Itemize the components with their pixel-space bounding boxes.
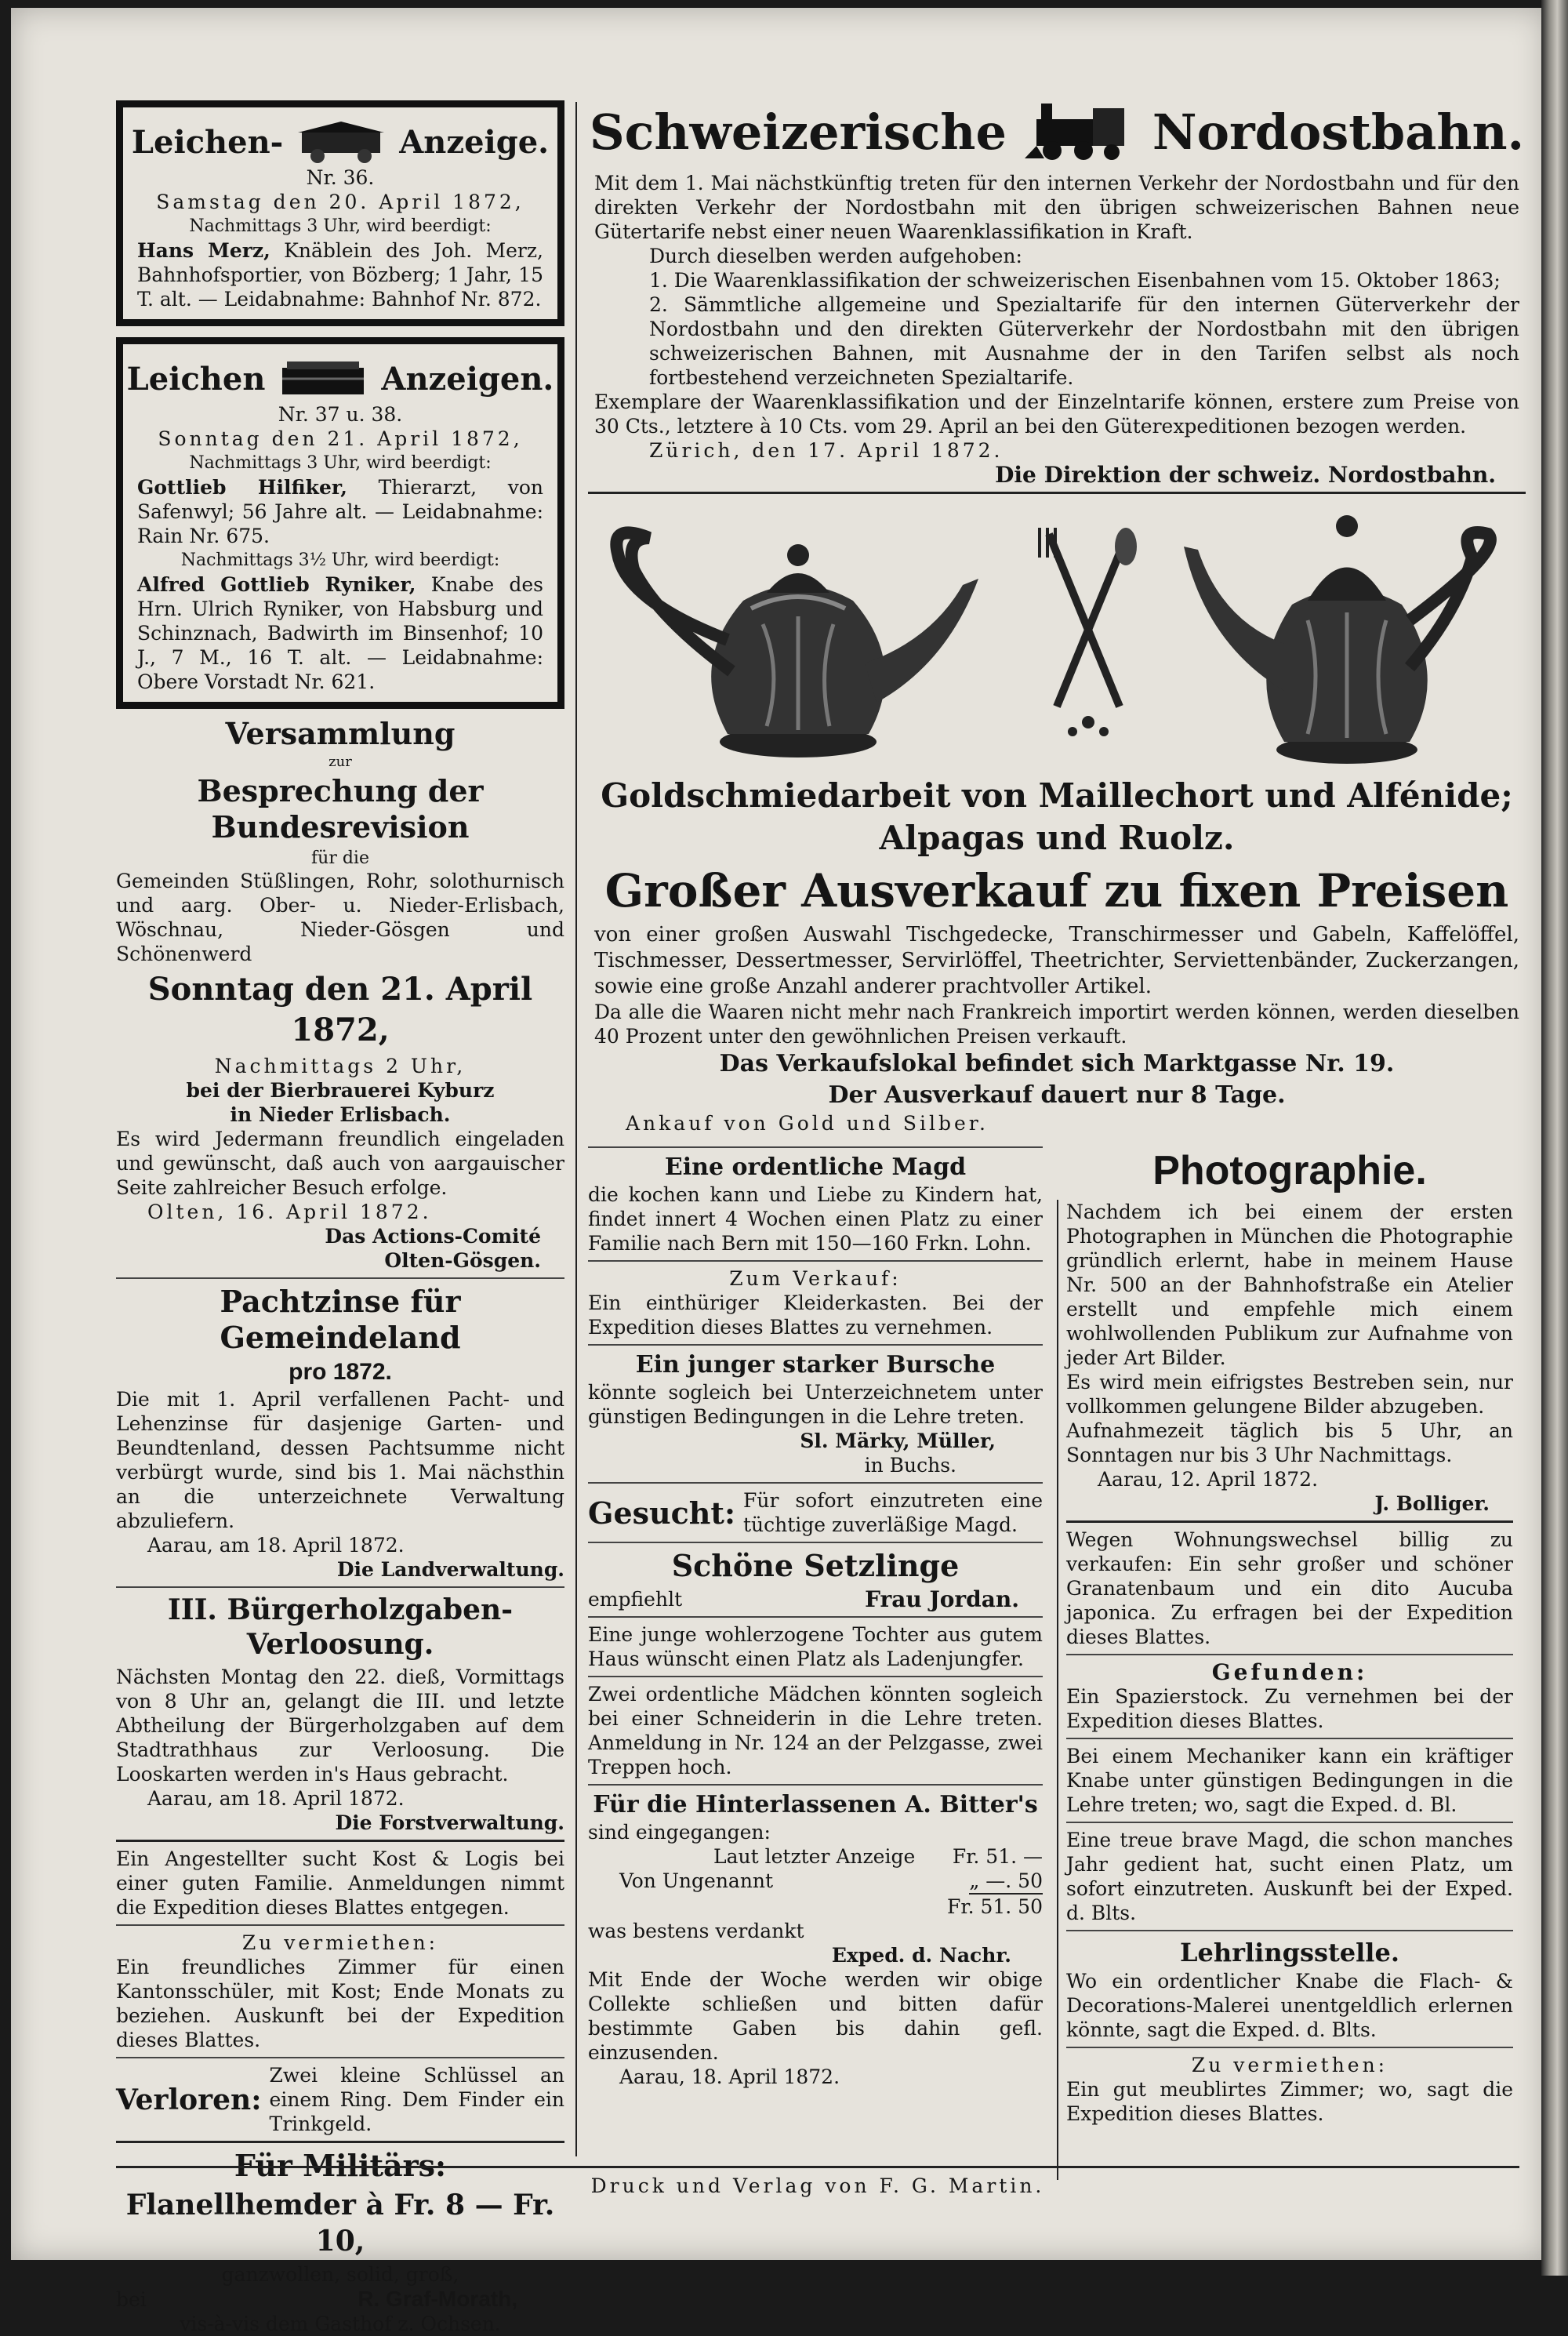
divider [116, 2141, 564, 2143]
ad-title: Für Militärs: [234, 2148, 447, 2183]
heading-part: Anzeigen. [381, 360, 554, 398]
ad-text: Es wird mein eifrigstes Bestreben sein, nur vollkommen gelungene Bilder abzugeben. [1066, 1371, 1513, 1418]
divider [116, 1586, 564, 1588]
deceased-name: Gottlieb Hilfiker, [137, 476, 347, 499]
notice-text: Thierarzt, von Safenwyl; 56 Jahre alt. — Leidabnahme: Rain Nr. 675. [137, 476, 544, 547]
magd-ad [588, 1153, 1043, 1255]
ad-text: Da alle die Waaren nicht mehr nach Frankreich importirt werden können, werden dieselben 40 Prozent unter den gewöhnlichen Preisen verkauft. [594, 1001, 1519, 1048]
divider [1066, 1520, 1513, 1523]
notice-body [137, 238, 543, 311]
versammlung-ad [116, 717, 564, 1273]
subcolumn-right [1066, 1142, 1513, 2126]
ad-firm: R. Graf-Morath, [358, 2287, 517, 2311]
vermieten-ad [116, 1931, 564, 2052]
left-column [116, 100, 564, 2336]
ad-signature: Die Landverwaltung. [336, 1558, 564, 1581]
divider [1066, 1654, 1513, 1655]
ad-signature: Exped. d. Nachr. [831, 1944, 1011, 1967]
ad-text: Durch dieselben werden aufgehoben: [649, 245, 1022, 267]
ad-location: Das Verkaufslokal befindet sich Marktgasse Nr. 19. [719, 1050, 1395, 1077]
hearse-icon [294, 118, 388, 165]
goldschmied-ad [588, 499, 1526, 1135]
ad-text: Die mit 1. April verfallenen Pacht- und Lehenzinse für dasjenige Garten- und Beundtenland, dessen Pachtsumme nicht verbürgt wurde, sind bis 1. Mai nächsthin an die unterzeichnete Verwaltung abzuliefern. [116, 1388, 564, 1532]
notice-body [137, 572, 543, 694]
ad-text: Für sofort einzutreten eine tüchtige zuverläßige Magd. [743, 1489, 1043, 1536]
funeral-notice-36 [116, 100, 564, 326]
teapot-left-illustration [594, 507, 1002, 765]
ad-title: Eine ordentliche Magd [664, 1153, 967, 1181]
ad-text: Nachmittags 2 Uhr, [214, 1055, 466, 1077]
ledger-label: Von Ungenannt [619, 1869, 774, 1892]
ad-text: für die [311, 848, 369, 868]
ad-heading [589, 100, 1525, 163]
divider [1066, 1930, 1513, 1931]
ad-title: Pachtzinse für Gemeindeland [220, 1284, 461, 1355]
deceased-name: Hans Merz, [137, 239, 270, 262]
coffin-icon [276, 355, 370, 402]
ad-list-item: 2. Sämmtliche allgemeine und Spezialtarife für den internen Güterverkehr der Nordostbahn und den direkten Güterverkehr der Nordostbahn mit den übrigen schweizerischen Bahnen, mit Ausnahme der in den Tarifen selbst als noch fortbestehend verzeichneten Spezialtarife. [649, 293, 1519, 389]
deceased-name: Alfred Gottlieb Ryniker, [137, 573, 416, 596]
ad-date-line: Zürich, den 17. April 1872. [649, 439, 1004, 462]
ad-price-line: Flanellhemder à Fr. 8 — Fr. 10, [125, 2189, 555, 2258]
ad-signature: Sl. Märky, Müller, [800, 1430, 996, 1452]
ad-text: könnte sogleich bei Unterzeichnetem unter günstigen Bedingungen in die Lehre treten. [588, 1381, 1043, 1428]
ad-text: die kochen kann und Liebe zu Kindern hat, findet innert 4 Wochen einen Platz zu einer Familie nach Bern mit 150—160 Frkn. Lohn. [588, 1183, 1043, 1255]
ad-title: Goldschmiedarbeit von Maillechort und Alfénide; [601, 776, 1513, 815]
ad-subtitle: pro 1872. [289, 1359, 392, 1385]
ad-list-item: 1. Die Waarenklassifikation der schweizerischen Eisenbahnen vom 15. Oktober 1863; [649, 269, 1501, 292]
divider [116, 1840, 564, 1842]
footer-rule [116, 2166, 1519, 2168]
lehrling-ad [1066, 1936, 1513, 2042]
notice-heading [126, 355, 554, 402]
notice-text: Knabe des Hrn. Ulrich Ryniker, von Habsburg und Schinznach, Badwirth im Binsenhof; 10 J., 7 M., 16 T. alt. — Leidabnahme: Obere Vorstadt Nr. 621. [137, 573, 544, 693]
ad-title: Für die Hinterlassenen A. Bitter's [593, 1791, 1038, 1818]
ad-text: Ein Spazierstock. Zu vernehmen bei der Expedition dieses Blattes. [1066, 1685, 1513, 1732]
ad-date: Sonntag den 21. April 1872, [147, 971, 533, 1048]
ad-title: Gefunden: [1211, 1659, 1368, 1685]
notice-time: Nachmittags 3½ Uhr, wird beerdigt: [180, 550, 500, 570]
right-column [588, 100, 1526, 2126]
ad-title: Ein junger starker Bursche [635, 1351, 996, 1379]
notice-time: Nachmittags 3 Uhr, wird beerdigt: [189, 216, 492, 236]
ad-title: Photographie. [1152, 1148, 1427, 1193]
divider [1066, 1738, 1513, 1739]
ad-text: empfiehlt [588, 1588, 683, 1611]
ledger-row [588, 1895, 1043, 1919]
imprint: Druck und Verlag von F. G. Martin. [590, 2174, 1045, 2197]
ad-date-line: Aarau, am 18. April 1872. [147, 1534, 405, 1557]
bursche-ad [588, 1350, 1043, 1477]
divider [588, 1482, 1043, 1484]
notice-number: Nr. 37 u. 38. [278, 403, 403, 426]
divider [588, 1616, 1043, 1618]
ledger-value: „ —. 50 [969, 1869, 1043, 1895]
ad-text: vis-à-vis dem Gasthof z. Ochsen. [180, 2312, 501, 2335]
heading-part: Schweizerische [589, 103, 1007, 161]
divider [1066, 2047, 1513, 2048]
buerger-ad [116, 1593, 564, 1835]
ad-text: sind eingegangen: [588, 1821, 771, 1844]
notice-heading [131, 118, 550, 165]
ad-signature: J. Bolliger. [1374, 1492, 1490, 1515]
ad-text: Ein einthüriger Kleiderkasten. Bei der Expedition dieses Blattes zu vernehmen. [588, 1292, 1043, 1339]
ad-row [588, 1587, 1043, 1611]
ad-title: Zu vermiethen: [241, 1931, 439, 1954]
ledger-row [588, 1844, 1043, 1869]
notice-time: Nachmittags 3 Uhr, wird beerdigt: [189, 453, 492, 473]
ad-text: Exemplare der Waarenklassifikation und der Einzelntarife können, erstere zum Preise von 30 Cts., letztere à 10 Cts. vom 29. April an bei den Güterexpeditionen bezogen werden. [594, 391, 1519, 438]
cutlery-illustration [1033, 526, 1143, 746]
ad-signature: Frau Jordan. [865, 1586, 1019, 1612]
notice-body [137, 475, 543, 548]
divider [116, 2057, 564, 2058]
verkauf-ad [588, 1266, 1043, 1339]
ad-headline: Großer Ausverkauf zu fixen Preisen [604, 864, 1509, 917]
subcolumn-divider [1057, 1200, 1058, 2180]
ad-duration: Der Ausverkauf dauert nur 8 Tage. [828, 1081, 1286, 1109]
ad-text: Es wird Jedermann freundlich eingeladen und gewünscht, daß auch von aargauischer Seite zahlreicher Besuch erfolge. [116, 1128, 564, 1199]
gesucht-ad [588, 1488, 1043, 1537]
ad-date-line: Olten, 16. April 1872. [147, 1201, 432, 1223]
ad-title: Zu vermiethen: [1191, 2054, 1388, 2076]
ad-text: Ankauf von Gold und Silber. [626, 1112, 989, 1135]
verloren-ad [116, 2063, 564, 2136]
heading-part: Leichen [126, 360, 266, 398]
ad-text: Mit dem 1. Mai nächstkünftig treten für den internen Verkehr der Nordostbahn und für den direkten Verkehr der Nordostbahn mit den übrigen schweizerischen Bahnen neue Gütertarife nebst einer neuen Waarenklassifikation in Kraft. [594, 172, 1519, 243]
ledger-total: Fr. 51. 50 [947, 1895, 1043, 1918]
ledger-label: Laut letzter Anzeige [713, 1845, 916, 1868]
tochter-ad: Eine junge wohlerzogene Tochter aus gutem Haus wünscht einen Platz als Ladenjungfer. [588, 1623, 1043, 1670]
notice-date: Sonntag den 21. April 1872, [158, 427, 523, 450]
lower-subcolumns [588, 1142, 1526, 2126]
mechaniker-ad: Bei einem Mechaniker kann ein kräftiger Knabe unter günstigen Bedingungen in die Lehre treten; wo, sagt die Exped. d. Bl. [1066, 1745, 1513, 1816]
ad-date-line: Aarau, 12. April 1872. [1098, 1468, 1319, 1491]
ad-text: Ein gut meublirtes Zimmer; wo, sagt die Expedition dieses Blattes. [1066, 2078, 1513, 2125]
divider [588, 1146, 1043, 1148]
ad-text: in Nieder Erlisbach. [230, 1103, 451, 1126]
divider [588, 1784, 1043, 1786]
ad-subject: Besprechung der Bundesrevision [197, 773, 484, 845]
divider [588, 1344, 1043, 1346]
column-divider [575, 102, 577, 2156]
divider [116, 1277, 564, 1279]
ledger-value: Fr. 51. — [952, 1845, 1043, 1868]
ad-text: Gemeinden Stüßlingen, Rohr, solothurnisch und aarg. Ober- u. Nieder-Erlisbach, Wöschnau, Nieder-Gösgen und Schönenwerd [116, 870, 564, 965]
ad-text: Aufnahmezeit täglich bis 5 Uhr, an Sonntagen nur bis 3 Uhr Nachmittags. [1066, 1419, 1513, 1466]
funeral-notice-37-38 [116, 337, 564, 709]
ad-text: ganzwollen, solid, groß, [221, 2263, 459, 2286]
magd-brave-ad: Eine treue brave Magd, die schon manches Jahr gedient hat, sucht einen Platz, um sofort einzutreten. Auskunft bei der Exped. d. Blts. [1066, 1829, 1513, 1924]
ad-title: III. Bürgerholzgaben-Verloosung. [167, 1593, 514, 1661]
ad-title: Verloren: [116, 2083, 262, 2116]
illustration-row [594, 499, 1519, 773]
ad-date-line: Aarau, 18. April 1872. [619, 2065, 840, 2088]
heading-part: Leichen- [131, 123, 284, 161]
ad-text: zur [328, 754, 352, 770]
ad-signature: Das Actions-Comité [325, 1225, 541, 1248]
ad-text: von einer großen Auswahl Tischgedecke, Transchirmesser und Gabeln, Kaffelöffel, Tischmesser, Dessertmesser, Servirlöffel, Theetrichter, Serviettenbänder, Zuckerzangen, sowie eine große Anzahl anderer prachtvoller Artikel. [594, 923, 1519, 998]
ad-signature: in Buchs. [864, 1454, 956, 1477]
divider [1066, 1822, 1513, 1823]
heading-part: Anzeige. [399, 123, 550, 161]
setzlinge-ad [588, 1548, 1043, 1611]
bitter-ad [588, 1790, 1043, 2089]
notice-date: Samstag den 20. April 1872, [156, 191, 524, 213]
ad-text: Mit Ende der Woche werden wir obige Collekte schließen und bitten dafür bestimmte Gaben bis dahin gefl. einzusenden. [588, 1968, 1043, 2064]
notice-text: Knäblein des Joh. Merz, Bahnhofsportier, von Bözberg; 1 Jahr, 15 T. alt. — Leidabnahme: Bahnhof Nr. 872. [137, 239, 543, 311]
ad-text: bei [116, 2288, 147, 2311]
divider [588, 1542, 1043, 1543]
pacht-ad [116, 1284, 564, 1582]
granat-ad: Wegen Wohnungswechsel billig zu verkaufen: Ein sehr großer und schöner Granatenbaum und ein dito Aucuba japonica. Zu erfragen bei der Expedition dieses Blattes. [1066, 1528, 1513, 1648]
photo-ad [1066, 1145, 1513, 1516]
divider [588, 492, 1526, 494]
divider [116, 1924, 564, 1926]
ad-text: Nachdem ich bei einem der ersten Photographen in München die Photographie gründlich erlernt, habe in meinem Hause Nr. 500 an der Bahnhofstraße ein Atelier erstellt und empfehle mich einem wohlwollenden Publikum zur Aufnahme von jeder Art Bilder. [1066, 1201, 1513, 1369]
ad-title: Versammlung [225, 716, 456, 751]
divider [588, 1676, 1043, 1677]
ad-text: Zwei kleine Schlüssel an einem Ring. Dem Finder ein Trinkgeld. [269, 2064, 564, 2135]
ledger-row [588, 1869, 1043, 1895]
ad-title: Schöne Setzlinge [671, 1548, 960, 1583]
newspaper-page [11, 8, 1546, 2335]
ad-text: bei der Bierbrauerei Kyburz [186, 1079, 495, 1102]
ad-signature: Die Forstverwaltung. [335, 1811, 564, 1834]
ad-title: Lehrlingsstelle. [1180, 1938, 1399, 1967]
nordostbahn-ad [588, 100, 1526, 487]
heading-part: Nordostbahn. [1152, 103, 1525, 161]
ad-text: Nächsten Montag den 22. dieß, Vormittags von 8 Uhr an, gelangt die III. und letzte Abtheilung der Bürgerholzgaben auf dem Stadtrathhaus zur Verloosung. Die Looskarten werden in's Haus gebracht. [116, 1666, 564, 1786]
locomotive-icon [1021, 100, 1138, 163]
ad-title: Zum Verkauf: [729, 1267, 902, 1290]
ad-title: Alpagas und Ruolz. [879, 819, 1235, 857]
coffeepot-right-illustration [1174, 503, 1519, 769]
ad-text: Wo ein ordentlicher Knabe die Flach- & Decorations-Malerei unentgeldlich erlernen könnte, sagt die Exped. d. Blts. [1066, 1970, 1513, 2041]
notice-number: Nr. 36. [306, 166, 375, 189]
kost-ad: Ein Angestellter sucht Kost & Logis bei einer guten Familie. Anmeldungen nimmt die Expedition dieses Blattes entgegen. [116, 1847, 564, 1919]
ad-date-line: Aarau, am 18. April 1872. [147, 1787, 405, 1810]
divider [588, 1260, 1043, 1262]
ad-text: Ein freundliches Zimmer für einen Kantonsschüler, mit Kost; Ende Monats zu beziehen. Auskunft bei der Expedition dieses Blattes. [116, 1956, 564, 2051]
ad-title: Gesucht: [588, 1495, 735, 1531]
ad-signature: Olten-Gösgen. [384, 1249, 541, 1272]
zimmer-ad [1066, 2053, 1513, 2126]
page-edge [1541, 0, 1568, 2276]
subcolumn-left [588, 1142, 1043, 2126]
ad-signature: Die Direktion der schweiz. Nordostbahn. [995, 462, 1496, 488]
gefunden-ad [1066, 1660, 1513, 1733]
maedchen-ad: Zwei ordentliche Mädchen könnten sogleich bei einer Schneiderin in die Lehre treten. Anmeldung in Nr. 124 an der Pelzgasse, zwei Treppen hoch. [588, 1683, 1043, 1778]
ad-text: was bestens verdankt [588, 1920, 804, 1942]
